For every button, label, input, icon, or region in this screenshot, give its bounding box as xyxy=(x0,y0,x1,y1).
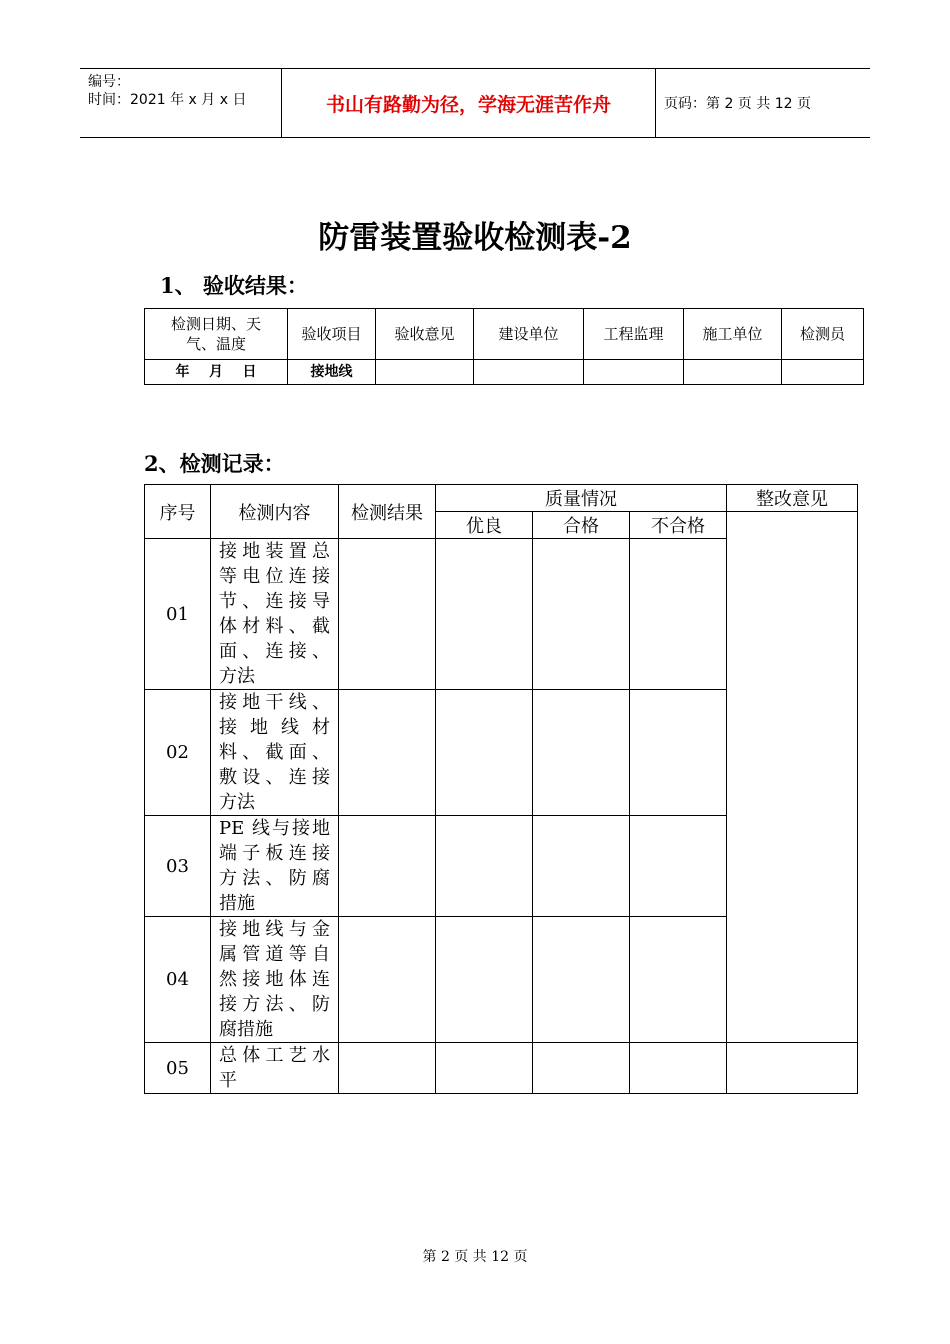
row-rectify xyxy=(727,1043,858,1094)
row-content: 总体工艺水 平 xyxy=(211,1043,339,1094)
cell-supervision xyxy=(584,360,684,385)
col-header-quality: 质量情况 xyxy=(436,485,727,512)
row-seq: 01 xyxy=(145,539,211,690)
row-content: PE 线与接地 端子板连接 方法、防腐 措施 xyxy=(211,816,339,917)
col-header-supervision: 工程监理 xyxy=(584,309,684,360)
inspection-record-table xyxy=(144,484,858,1094)
row-seq: 02 xyxy=(145,690,211,816)
header-page-label: 页码：第 2 页 共 12 页 xyxy=(664,96,811,112)
cell-inspector xyxy=(782,360,864,385)
row-pass xyxy=(533,1043,630,1094)
col-header-date-weather: 检测日期、天气、温度 xyxy=(145,309,288,360)
row-fail xyxy=(630,917,727,1043)
row-fail xyxy=(630,690,727,816)
row-result xyxy=(339,816,436,917)
row-result xyxy=(339,917,436,1043)
header-motto: 书山有路勤为径，学海无涯苦作舟 xyxy=(282,69,656,137)
col-header-inspector: 检测员 xyxy=(782,309,864,360)
row-content: 接地装置总 等电位连接 节、连接导 体材料、截 面、连接、 方法 xyxy=(211,539,339,690)
col-header-construction-unit: 建设单位 xyxy=(474,309,584,360)
row-good xyxy=(436,1043,533,1094)
row-fail xyxy=(630,816,727,917)
page-footer: 第 2 页 共 12 页 xyxy=(422,1249,528,1265)
acceptance-result-table xyxy=(144,308,864,385)
row-pass xyxy=(533,690,630,816)
cell-builder xyxy=(684,360,782,385)
rectify-cell xyxy=(727,512,858,1043)
row-pass xyxy=(533,917,630,1043)
row-seq: 03 xyxy=(145,816,211,917)
section2-heading: 2、检测记录： xyxy=(144,451,285,476)
row-seq: 05 xyxy=(145,1043,211,1094)
cell-opinion xyxy=(376,360,474,385)
page-header xyxy=(80,68,870,138)
col-header-opinion: 验收意见 xyxy=(376,309,474,360)
cell-item: 接地线 xyxy=(288,360,376,385)
section1-heading: 1、 验收结果： xyxy=(160,273,308,298)
col-header-builder: 施工单位 xyxy=(684,309,782,360)
cell-date: 年 月 日 xyxy=(145,360,288,385)
row-result xyxy=(339,539,436,690)
row-good xyxy=(436,539,533,690)
document-title: 防雷装置验收检测表-2 xyxy=(318,220,632,256)
row-seq: 04 xyxy=(145,917,211,1043)
header-number-label: 编号： xyxy=(88,74,130,90)
row-fail xyxy=(630,1043,727,1094)
row-good xyxy=(436,917,533,1043)
col-header-seq: 序号 xyxy=(145,485,211,539)
row-content: 接地干线、 接 地 线 材 料、截面、 敷设、连接 方法 xyxy=(211,690,339,816)
row-good xyxy=(436,690,533,816)
row-result xyxy=(339,690,436,816)
col-header-content: 检测内容 xyxy=(211,485,339,539)
row-fail xyxy=(630,539,727,690)
row-pass xyxy=(533,816,630,917)
row-good xyxy=(436,816,533,917)
col-header-item: 验收项目 xyxy=(288,309,376,360)
header-info-cell xyxy=(80,69,282,137)
col-header-good: 优良 xyxy=(436,512,533,539)
col-header-fail: 不合格 xyxy=(630,512,727,539)
cell-construction-unit xyxy=(474,360,584,385)
header-time-label: 时间：2021 年 x 月 x 日 xyxy=(88,92,247,108)
col-header-rectify: 整改意见 xyxy=(727,485,858,512)
row-content: 接地线与金 属管道等自 然接地体连 接方法、防 腐措施 xyxy=(211,917,339,1043)
col-header-pass: 合格 xyxy=(533,512,630,539)
row-result xyxy=(339,1043,436,1094)
row-pass xyxy=(533,539,630,690)
table-row xyxy=(145,1043,858,1094)
col-header-result: 检测结果 xyxy=(339,485,436,539)
